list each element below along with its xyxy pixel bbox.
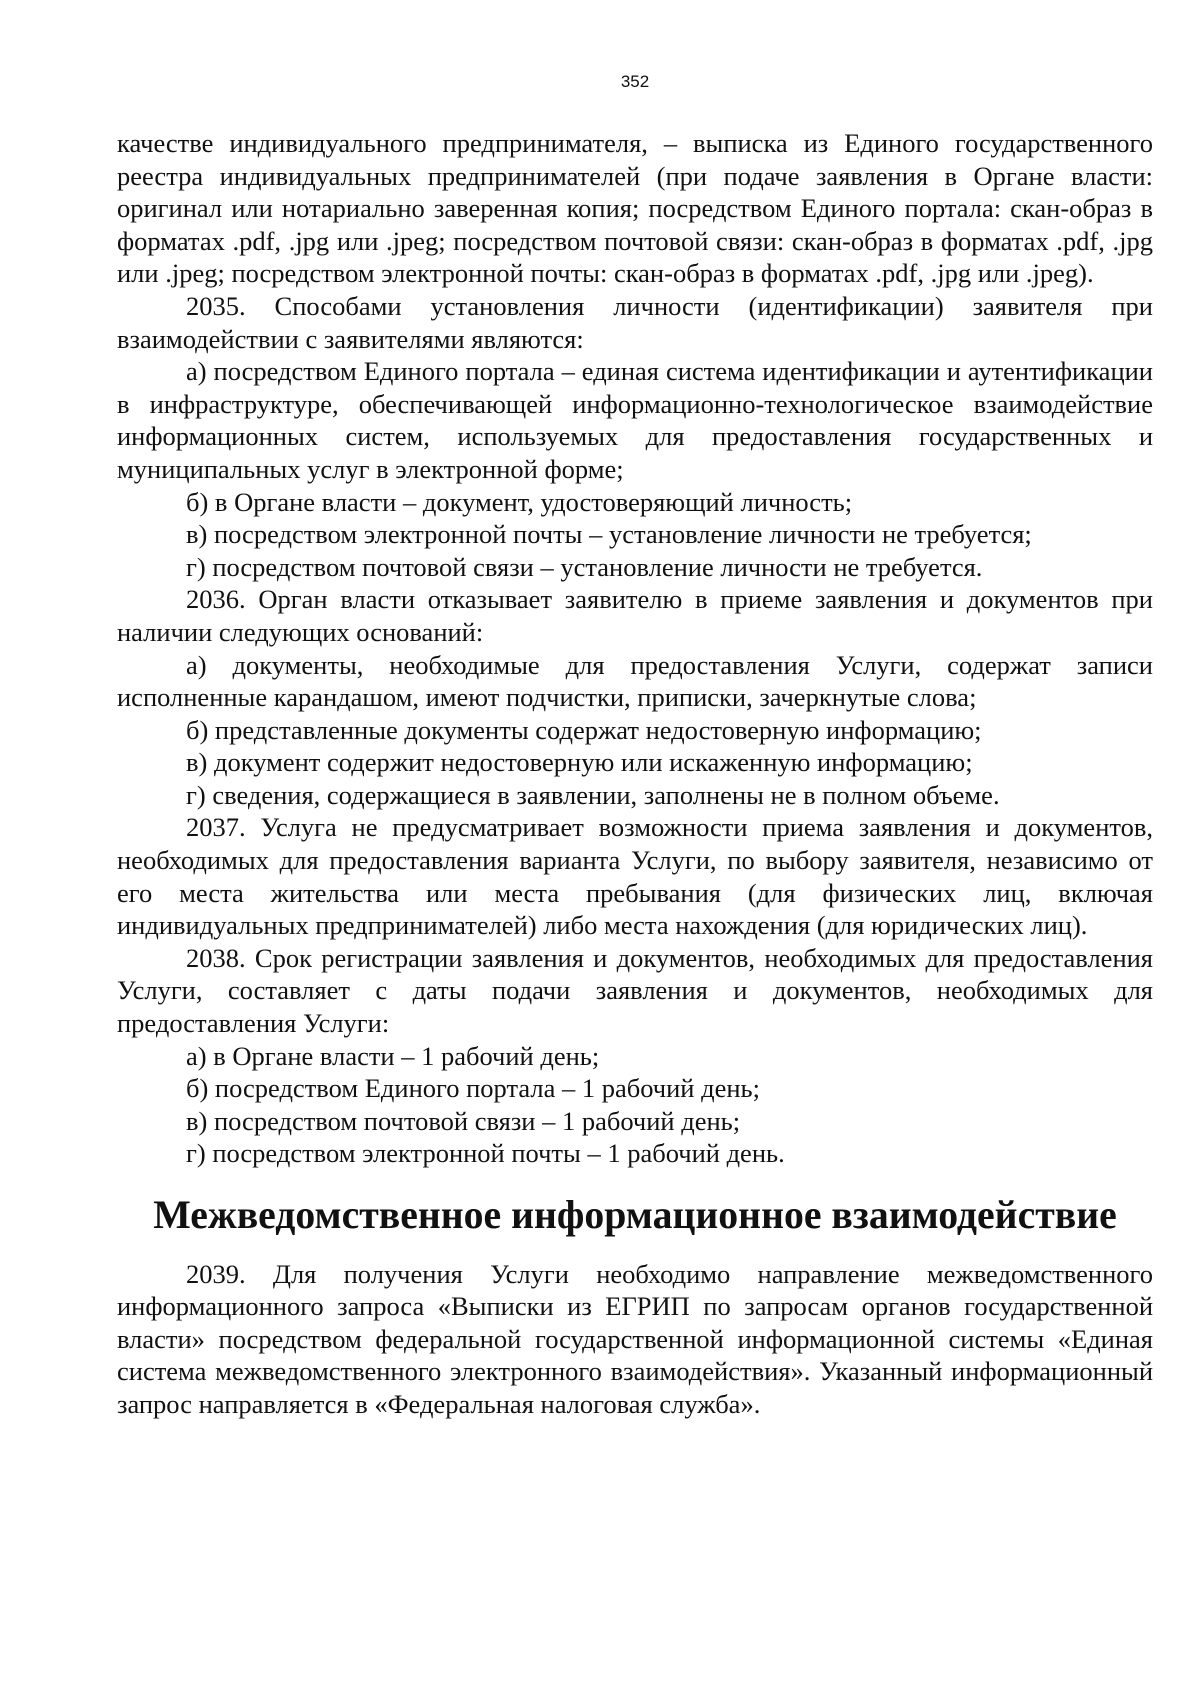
page-number: 352 [620,72,650,91]
list-item-2038-g: г) посредством электронной почты – 1 рабочий день. [186,1138,785,1169]
list-item-2038-a: а) в Органе власти – 1 рабочий день; [186,1040,600,1071]
list-item-2036-b: б) представленные документы содержат недостоверную информацию; [186,714,982,745]
list-item-2035-g: г) посредством почтовой связи – установление личности не требуется. [186,551,983,582]
list-item-2035-a: а) посредством Единого портала – единая система идентификации и аутентификации в инфраструктуре, обеспечивающей информационно-технологическое взаимодействие информационных систем, используемых для предоставления государственных и муниципальных услуг в электронной форме; [117,356,1153,484]
list-item-2035-b: б) в Органе власти – документ, удостоверяющий личность; [186,486,853,517]
section-heading: Межведомственное информационное взаимодействие [153,1193,1117,1237]
paragraph-2035: 2035. Способами установления личности (идентификации) заявителя при взаимодействии с заявителями являются: [117,290,1153,354]
list-item-2036-a: а) документы, необходимые для предоставления Услуги, содержат записи исполненные карандашом, имеют подчистки, приписки, зачеркнутые слова; [117,649,1153,713]
list-item-2036-v: в) документ содержит недостоверную или искаженную информацию; [186,747,973,778]
paragraph-2036: 2036. Орган власти отказывает заявителю в приеме заявления и документов при наличии следующих оснований: [117,584,1153,647]
list-item-2036-g: г) сведения, содержащиеся в заявлении, заполнены не в полном объеме. [186,779,1000,810]
list-item-2038-v: в) посредством почтовой связи – 1 рабочий день; [186,1105,741,1136]
paragraph-2037: 2037. Услуга не предусматривает возможности приема заявления и документов, необходимых для предоставления варианта Услуги, по выбору заявителя, независимо от его места жительства или места пребывания (для физических лиц, включая индивидуальных предпринимателей) либо места нахождения (для юридических лиц). [117,812,1153,941]
paragraph-2038: 2038. Срок регистрации заявления и документов, необходимых для предоставления Услуги, составляет с даты подачи заявления и документов, необходимых для предоставления Услуги: [117,942,1153,1039]
paragraph-continuation: качестве индивидуального предпринимателя, – выписка из Единого государственного реестра индивидуальных предпринимателей (при подаче заявления в Органе власти: оригинал или нотариально заверенная копия; посредством Единого портала: скан-образ в форматах .pdf, .jpg или .jpeg; посредством почтовой связи: скан-образ в форматах .pdf, .jpg или .jpeg; посредством электронной почты: скан-образ в форматах .pdf, .jpg или .jpeg). [117,128,1153,289]
document-body [117,127,1153,1421]
list-item-2035-v: в) посредством электронной почты – установление личности не требуется; [186,519,1032,550]
list-item-2038-b: б) посредством Единого портала – 1 рабочий день; [186,1073,760,1104]
paragraph-2039: 2039. Для получения Услуги необходимо направление межведомственного информационного запроса «Выписки из ЕГРИП по запросам органов государственной власти» посредством федеральной государственной информационной системы «Единая система межведомственного электронного взаимодействия». Указанный информационный запрос направляется в «Федеральная налоговая служба». [117,1258,1153,1419]
